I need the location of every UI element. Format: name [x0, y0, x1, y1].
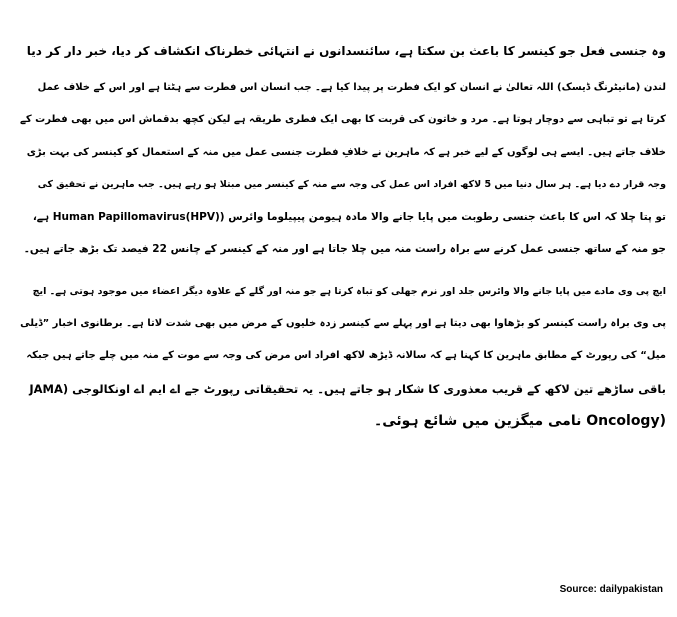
paragraph-line: لندن (مانیٹرنگ ڈیسک) اللہ تعالیٰ نے انسان کو ایک فطرت پر پیدا کیا ہے۔ جب انسان اس فطرت سے ہٹتا ہے اور اس کے خلاف عمل	[37, 82, 666, 93]
paragraph-line: خلاف جاتے ہیں۔ ایسے ہی لوگوں کے لیے خبر ہے کہ ماہرین نے خلافِ فطرت جنسی عمل میں منہ کے استعمال کو کینسر کی بہت بڑی	[26, 146, 666, 158]
paragraph-line: تو پتا چلا کہ اس کا باعث جنسی رطوبت میں پایا جانے والا مادہ ہیومن پیپیلوما وائرس (Human Papillomavirus(HPV) ہے،	[32, 211, 666, 224]
paragraph-2	[18, 276, 666, 437]
paragraph-line: (Oncology نامی میگزین میں شائع ہوئی۔	[373, 412, 666, 429]
paragraph-line: ایچ پی وی مادے میں پایا جانے والا وائرس جلد اور نرم جھلی کو تباہ کرتا ہے جو منہ اور گلے کے علاوہ دیگر اعضاء میں موجود ہوتی ہے۔ ایچ	[32, 285, 666, 297]
paragraph-line: کرتا ہے تو تباہی سے دوچار ہوتا ہے۔ مرد و خاتون کی قربت کا بھی ایک فطری طریقہ ہے لیکن کچھ بدقماش اس میں بھی فطرت کے	[19, 114, 666, 126]
paragraph-line: جو منہ کے ساتھ جنسی عمل کرنے سے براہ راست منہ میں چلا جاتا ہے اور منہ کے کینسر کے چانس 22 فیصد تک بڑھ جاتے ہیں۔	[23, 243, 666, 256]
paragraph-1	[18, 72, 666, 266]
paragraph-line: پی وی براہ راست کینسر کو بڑھاوا بھی دیتا ہے اور پہلے سے کینسر زدہ خلیوں کے مرض میں بھی شدت لاتا ہے۔ برطانوی اخبار ”ڈیلی	[20, 318, 666, 330]
paragraph-line: باقی ساڑھے تین لاکھ کے قریب معذوری کا شکار ہو جاتے ہیں۔ یہ تحقیقاتی رپورٹ جے اے ایم اے اونکالوجی (JAMA	[29, 381, 666, 396]
source-credit: Source: dailypakistan	[559, 584, 663, 595]
paragraph-line: وجہ قرار دے دیا ہے۔ ہر سال دنیا میں 5 لاکھ افراد اس عمل کی وجہ سے منہ کے کینسر میں مبتلا ہو رہے ہیں۔ جب ماہرین نے تحقیق کی	[37, 178, 666, 190]
article	[18, 0, 666, 437]
headline: وہ جنسی فعل جو کینسر کا باعث بن سکتا ہے، سائنسدانوں نے انتہائی خطرناک انکشاف کر دیا، خبر دار کر دیا	[26, 44, 666, 58]
paragraph-line: میل“ کی رپورٹ کے مطابق ماہرین کا کہنا ہے کہ سالانہ ڈیڑھ لاکھ افراد اس مرض کی وجہ سے موت کے منہ میں چلے جاتے ہیں جبکہ	[26, 350, 666, 362]
